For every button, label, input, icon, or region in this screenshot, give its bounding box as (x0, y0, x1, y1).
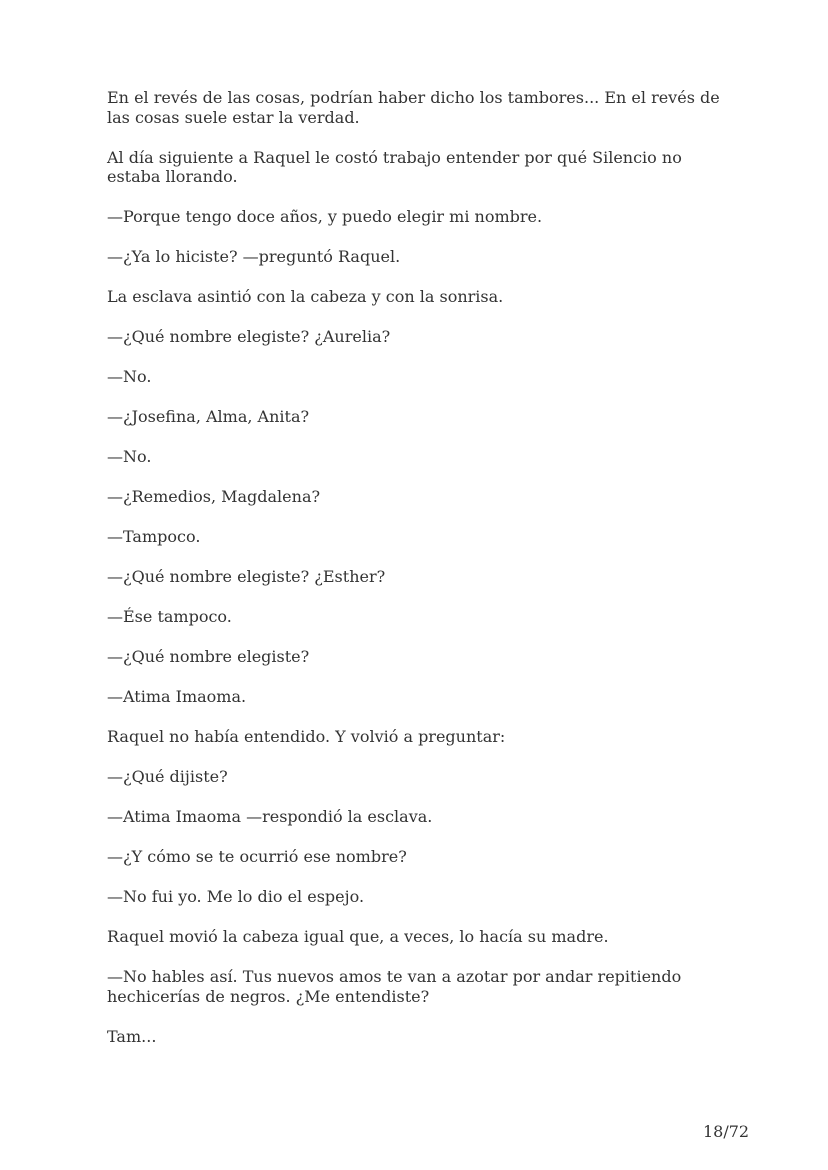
paragraph: Tam... (107, 1026, 157, 1046)
paragraph: —No. (107, 447, 152, 466)
paragraph: —Ése tampoco. (107, 607, 232, 626)
paragraph: —Porque tengo doce años, y puedo elegir mi nombre. (107, 207, 543, 226)
paragraph: —No fui yo. Me lo dio el espejo. (107, 887, 365, 906)
page-body (107, 88, 727, 1067)
paragraph: Raquel movió la cabeza igual que, a veces, lo hacía su madre. (107, 927, 609, 946)
paragraph: —¿Qué nombre elegiste? (107, 647, 310, 666)
paragraph: —No hables así. Tus nuevos amos te van a azotar por andar repitiendo hechicerías de negros. ¿Me entendiste? (107, 967, 682, 1006)
paragraph: —¿Josefina, Alma, Anita? (107, 407, 310, 426)
paragraph: —¿Qué dijiste? (107, 767, 228, 786)
page-number: 18/72 (703, 1122, 750, 1141)
paragraph: Al día siguiente a Raquel le costó trabajo entender por qué Silencio no estaba llorando. (107, 147, 682, 186)
paragraph: —¿Qué nombre elegiste? ¿Aurelia? (107, 327, 391, 346)
paragraph: —Atima Imaoma —respondió la esclava. (107, 807, 433, 826)
paragraph: En el revés de las cosas, podrían haber dicho los tambores... En el revés de las cosas suele estar la verdad. (107, 88, 720, 127)
paragraph: —¿Qué nombre elegiste? ¿Esther? (107, 567, 386, 586)
paragraph: —¿Ya lo hiciste? —preguntó Raquel. (107, 247, 401, 266)
paragraph: —No. (107, 367, 152, 386)
paragraph: —¿Remedios, Magdalena? (107, 487, 321, 506)
paragraph: —¿Y cómo se te ocurrió ese nombre? (107, 847, 407, 866)
paragraph: La esclava asintió con la cabeza y con la sonrisa. (107, 287, 504, 306)
paragraph: —Tampoco. (107, 527, 201, 546)
paragraph: Raquel no había entendido. Y volvió a preguntar: (107, 727, 506, 746)
paragraph: —Atima Imaoma. (107, 687, 247, 706)
